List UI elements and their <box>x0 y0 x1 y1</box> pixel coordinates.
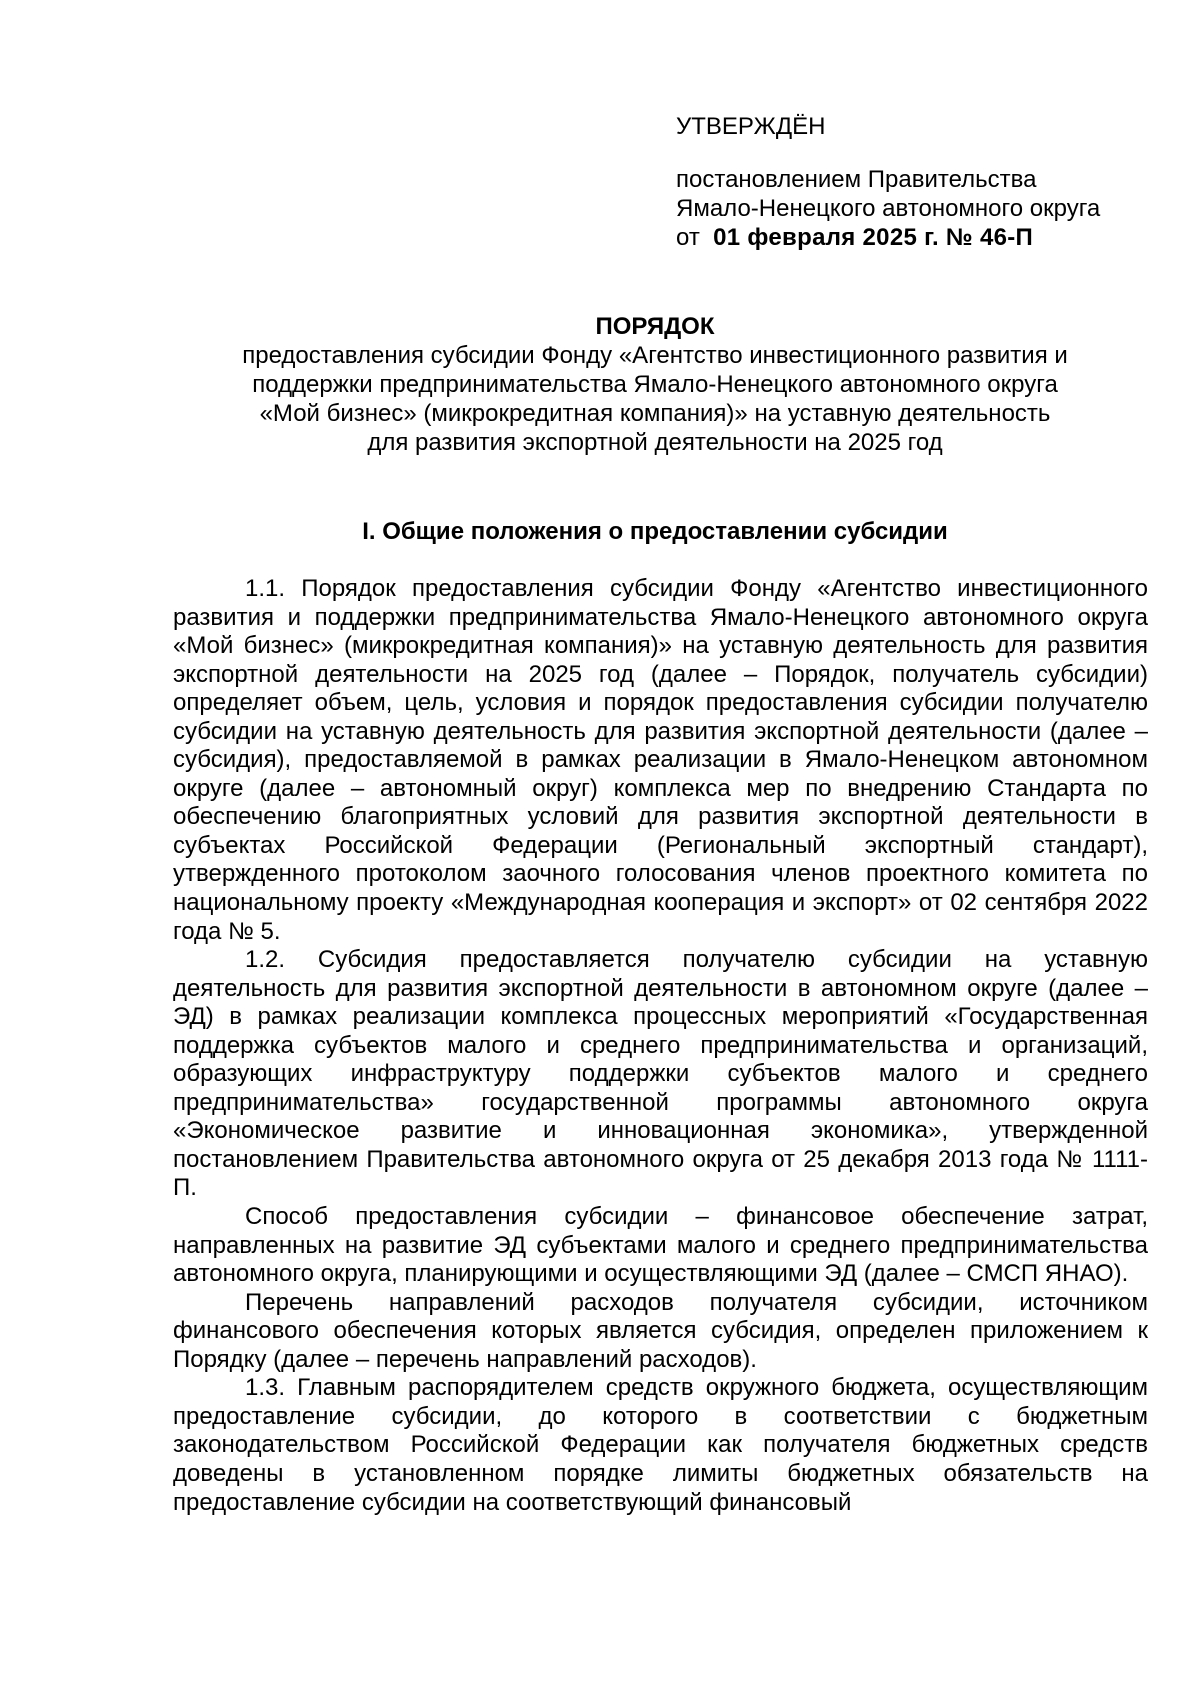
paragraph-1-1: 1.1. Порядок предоставления субсидии Фонду «Агентство инвестиционного развития и поддержки предпринимательства Ямало-Ненецкого автономного округа «Мой бизнес» (микрокредитная компания)» на уставную деятельность для развития экспортной деятельности на 2025 год (далее – Порядок, получатель субсидии) определяет объем, цель, условия и порядок предоставления субсидии получателю субсидии на уставную деятельность для развития экспортной деятельности (далее – субсидия), предоставляемой в рамках реализации в Ямало-Ненецком автономном округе (далее – автономный округ) комплекса мер по внедрению Стандарта по обеспечению благоприятных условий для развития экспортной деятельности в субъектах Российской Федерации (Региональный экспортный стандарт), утвержденного протоколом заочного голосования членов проектного комитета по национальному проекту «Международная кооперация и экспорт» от 02 сентября 2022 года № 5. <box>173 575 1148 945</box>
document-body <box>173 575 1148 1517</box>
title-heading: ПОРЯДОК <box>595 313 715 340</box>
approval-line-1: постановлением Правительства <box>676 166 1037 193</box>
approval-heading: УТВЕРЖДЁН <box>676 113 826 140</box>
title-line-3: «Мой бизнес» (микрокредитная компания)» на уставную деятельность <box>259 400 1051 427</box>
section-title: I. Общие положения о предоставлении субсидии <box>362 518 948 545</box>
approval-line-2: Ямало-Ненецкого автономного округа <box>676 195 1101 222</box>
title-line-4: для развития экспортной деятельности на 2025 год <box>367 429 943 456</box>
title-line-2: поддержки предпринимательства Ямало-Ненецкого автономного округа <box>252 371 1058 398</box>
approval-block <box>676 112 1156 252</box>
paragraph-1-2: 1.2. Субсидия предоставляется получателю субсидии на уставную деятельность для развития экспортной деятельности в автономном округе (далее – ЭД) в рамках реализации комплекса процессных мероприятий «Государственная поддержка субъектов малого и среднего предпринимательства и организаций, образующих инфраструктуру поддержки субъектов малого и среднего предпринимательства» государственной программы автономного округа «Экономическое развитие и инновационная экономика», утвержденной постановлением Правительства автономного округа от 25 декабря 2013 года № 1111-П. <box>173 946 1148 1202</box>
approval-line-3 <box>676 223 1156 252</box>
document-title <box>160 312 1150 457</box>
paragraph-method: Способ предоставления субсидии – финансовое обеспечение затрат, направленных на развитие ЭД субъектами малого и среднего предпринимательства автономного округа, планирующими и осуществляющими ЭД (далее – СМСП ЯНАО). <box>173 1203 1148 1288</box>
paragraph-expense-list: Перечень направлений расходов получателя субсидии, источником финансового обеспечения которых является субсидия, определен приложением к Порядку (далее – перечень направлений расходов). <box>173 1288 1148 1373</box>
title-line-1: предоставления субсидии Фонду «Агентство инвестиционного развития и <box>242 342 1068 369</box>
decree-date-number: 01 февраля 2025 г. № 46-П <box>713 224 1034 251</box>
paragraph-1-3: 1.3. Главным распорядителем средств окружного бюджета, осуществляющим предоставление субсидии, до которого в соответствии с бюджетным законодательством Российской Федерации как получателя бюджетных средств доведены в установленном порядке лимиты бюджетных обязательств на предоставление субсидии на соответствующий финансовый <box>173 1374 1148 1516</box>
approval-prefix: от <box>676 224 700 251</box>
